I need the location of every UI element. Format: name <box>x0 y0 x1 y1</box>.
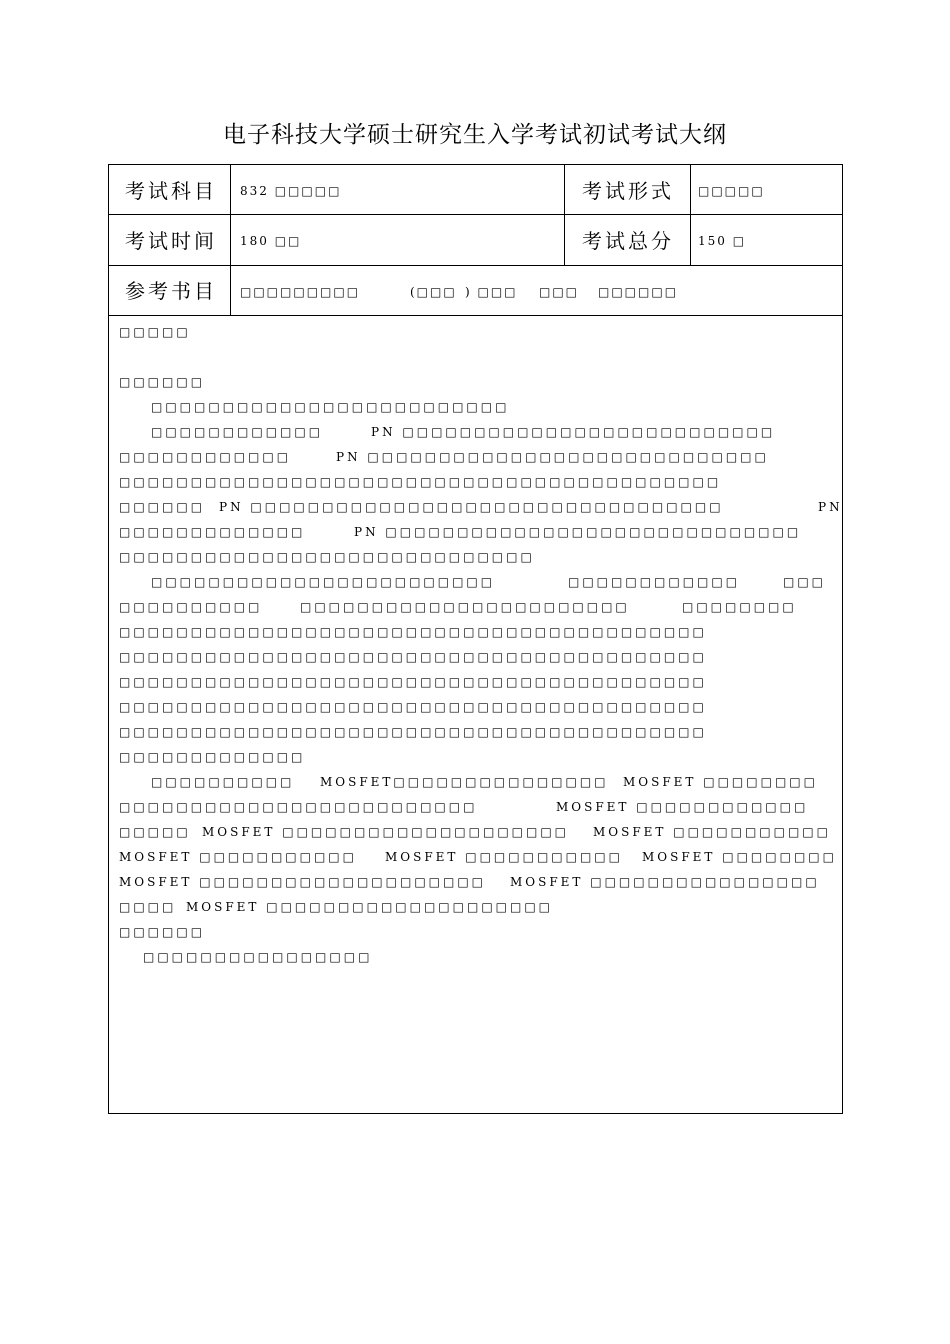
reference-part: □□□ <box>539 285 580 299</box>
row-divider <box>109 214 842 215</box>
text-segment: MOSFET □□□□□□□□□□□□□□□□ <box>510 875 820 889</box>
text-segment: MOSFET □□□□□□□□□□□ <box>593 825 831 839</box>
text-segment: □□□□□□□□□□□□□□□□ <box>143 950 373 964</box>
text-segment: □□□□□ <box>119 825 191 839</box>
text-segment: PN <box>818 500 843 514</box>
text-segment: □□□ <box>783 575 827 589</box>
text-segment: □□□□□□□□ <box>682 600 797 614</box>
text-segment: MOSFET □□□□□□□□□□□□□□□□□□□□ <box>119 875 487 889</box>
syllabus-table <box>108 164 843 1114</box>
reference-part: □□□□□□ <box>598 285 679 299</box>
reference-part: (□□□ <box>410 285 457 299</box>
text-segment: MOSFET □□□□□□□□ <box>623 775 818 789</box>
text-segment: □□□□□□□□□□□□□□□□□□□□□□□□□□□□□□□□□□□□□□□□□ <box>119 625 707 639</box>
text-segment: □□□□□□□□□□□□□□□□□□□□□□□□□□□□□□□□□□□□□□□□□ <box>119 725 707 739</box>
text-segment: □□□□□□□□□□□□ <box>568 575 741 589</box>
text-segment: MOSFET □□□□□□□□ <box>642 850 837 864</box>
text-segment: □□□□□ <box>119 325 191 339</box>
text-segment: □□□□□□ <box>119 500 206 514</box>
text-segment: □□□□□□□□□□□□□□□□□□□□□□□□ <box>151 575 496 589</box>
text-segment: □□□□□□□□□□□□□□□□□□□□□□□□□□□□□□□□□□□□□□□□□ <box>119 650 707 664</box>
text-segment: MOSFET□□□□□□□□□□□□□□□ <box>320 775 609 789</box>
page-title: 电子科技大学硕士研究生入学考试初试考试大纲 <box>223 122 727 148</box>
text-segment: □□□□□□□□□□□□□□□□□□□□□□□□□ <box>151 400 510 414</box>
time-value: 180 □□ <box>240 234 302 248</box>
row-divider <box>109 265 842 266</box>
text-segment: MOSFET □□□□□□□□□□□□ <box>556 800 809 814</box>
text-segment: □□□□□□□□□□□□ <box>151 425 324 439</box>
subject-label: 考试科目 <box>125 179 217 203</box>
column-divider <box>564 165 565 266</box>
text-segment: □□□□ <box>119 900 177 914</box>
text-segment: MOSFET □□□□□□□□□□□□□□□□□□□□ <box>202 825 570 839</box>
time-label: 考试时间 <box>125 229 217 253</box>
form-label: 考试形式 <box>582 179 674 203</box>
text-segment: □□□□□□□□□□ <box>151 775 295 789</box>
text-segment: □□□□□□□□□□□□□□□□□□□□□□□□□□□□□□□□□□□□□□□□□□ <box>119 475 722 489</box>
column-divider <box>230 165 231 316</box>
reference-part: ) □□□ <box>465 285 518 299</box>
text-segment: □□□□□□ <box>119 375 206 389</box>
text-segment: MOSFET □□□□□□□□□□□□□□□□□□□□ <box>186 900 554 914</box>
subject-value: 832 □□□□□ <box>240 184 342 198</box>
text-segment: PN □□□□□□□□□□□□□□□□□□□□□□□□□□□□ <box>336 450 769 464</box>
score-value: 150 □ <box>698 234 747 248</box>
text-segment: □□□□□□□□□□□□□ <box>119 750 306 764</box>
text-segment: □□□□□□□□□□□□□□□□□□□□□□□□□ <box>119 800 478 814</box>
reference-part: □□□□□□□□□ <box>240 285 361 299</box>
column-divider <box>690 165 691 266</box>
text-segment: PN □□□□□□□□□□□□□□□□□□□□□□□□□□ <box>371 425 776 439</box>
text-segment: □□□□□□□□□□□□□□□□□□□□□□□ <box>300 600 630 614</box>
text-segment: MOSFET □□□□□□□□□□□ <box>119 850 357 864</box>
text-segment: □□□□□□□□□□□□□□□□□□□□□□□□□□□□□ <box>119 550 535 564</box>
text-segment: □□□□□□□□□□□□ <box>119 450 292 464</box>
score-label: 考试总分 <box>582 229 674 253</box>
text-segment: □□□□□□□□□□□□□□□□□□□□□□□□□□□□□□□□□□□□□□□□□ <box>119 675 707 689</box>
text-segment: □□□□□□ <box>119 925 206 939</box>
text-segment: □□□□□□□□□□□□□ <box>119 525 306 539</box>
text-segment: □□□□□□□□□□□□□□□□□□□□□□□□□□□□□□□□□□□□□□□□□ <box>119 700 707 714</box>
reference-label: 参考书目 <box>125 279 217 303</box>
form-value: □□□□□ <box>698 184 765 198</box>
text-segment: PN □□□□□□□□□□□□□□□□□□□□□□□□□□□□□ <box>354 525 802 539</box>
row-divider <box>109 315 842 316</box>
text-segment: □□□□□□□□□□ <box>119 600 263 614</box>
text-segment: MOSFET □□□□□□□□□□□ <box>385 850 623 864</box>
text-segment: PN □□□□□□□□□□□□□□□□□□□□□□□□□□□□□□□□□ <box>219 500 724 514</box>
